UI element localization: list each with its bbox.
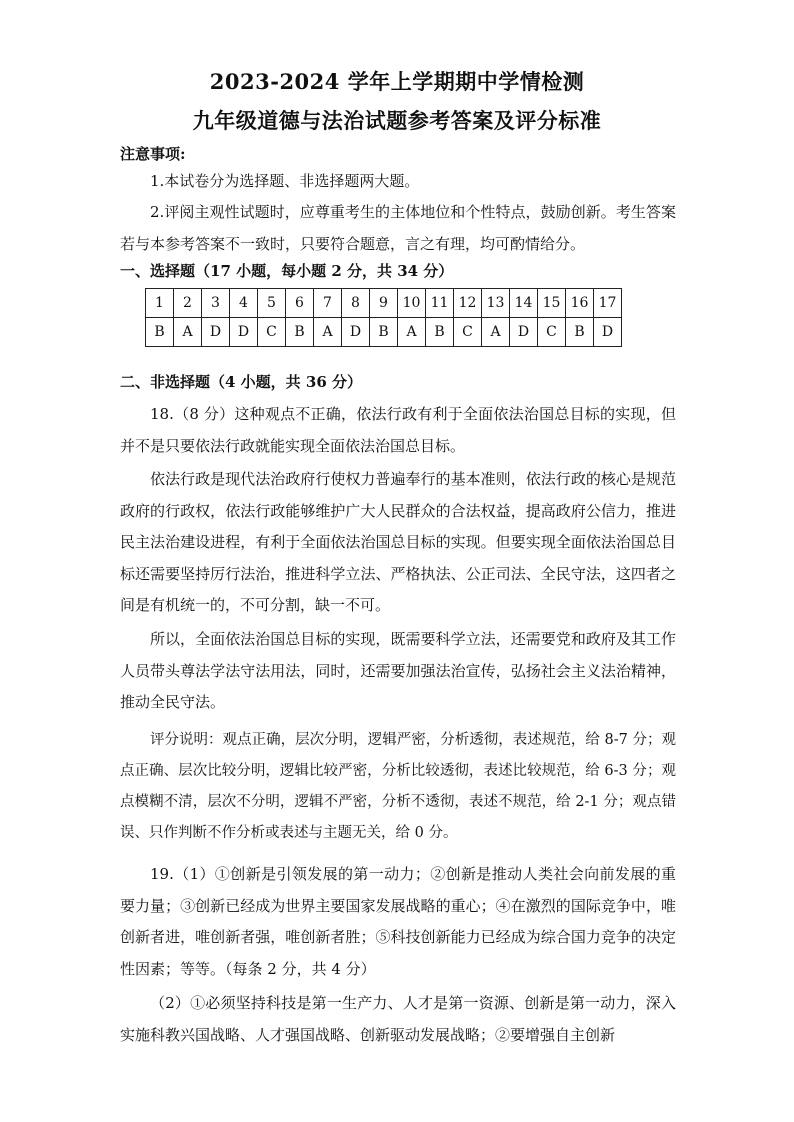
- q18-scoring-note: 评分说明：观点正确，层次分明，逻辑严密，分析透彻，表述规范，给 8-7 分；观点正确、层次比较分明，逻辑比较严密，分析比较透彻，表述比较规范，给 6-3 分；观点模糊不清，层次不分明，逻辑不严密，分析不透彻，表述不规范，给 2-1 分；观点错误、只作判断不作分析或表述与主题无关，给 0 分。: [120, 732, 676, 841]
- answer-cell: A: [398, 318, 426, 347]
- answer-cell: A: [174, 318, 202, 347]
- question-number-cell: 6: [286, 289, 314, 318]
- question-number-cell: 2: [174, 289, 202, 318]
- answer-cell: B: [426, 318, 454, 347]
- answer-cell: D: [594, 318, 622, 347]
- question-number-cell: 13: [482, 289, 510, 318]
- answer-cell: D: [510, 318, 538, 347]
- question-number-cell: 9: [370, 289, 398, 318]
- section1-heading: 一、选择题（17 小题，每小题 2 分，共 34 分）: [120, 262, 454, 280]
- question-number-cell: 4: [230, 289, 258, 318]
- question-number-cell: 1: [146, 289, 174, 318]
- section2-heading: 二、非选择题（4 小题，共 36 分）: [120, 373, 362, 391]
- question-number-cell: 11: [426, 289, 454, 318]
- answer-cell: C: [454, 318, 482, 347]
- notes-item-2: 2.评阅主观性试题时，应尊重考生的主体地位和个性特点，鼓励创新。考生答案若与本参考答案不一致时，只要符合题意，言之有理，均可酌情给分。: [120, 203, 676, 253]
- notes-heading: 注意事项:: [120, 145, 186, 163]
- q19-part1-answer: 19.（1）①创新是引领发展的第一动力；②创新是推动人类社会向前发展的重要力量；③创新已经成为世界主要国家发展战略的重心；④在激烈的国际竞争中，唯创新者进，唯创新者强，唯创新者胜；⑤科技创新能力已经成为综合国力竞争的决定性因素；等等。（每条 2 分，共 4 分）: [120, 865, 676, 978]
- notes-item-1: 1.本试卷分为选择题、非选择题两大题。: [150, 172, 420, 190]
- question-number-cell: 14: [510, 289, 538, 318]
- q18-answer-paragraph-1: 18.（8 分）这种观点不正确，依法行政有利于全面依法治国总目标的实现，但并不是只要依法行政就能实现全面依法治国总目标。: [120, 405, 676, 455]
- answer-table-number-row: [146, 289, 622, 318]
- question-number-cell: 10: [398, 289, 426, 318]
- question-number-cell: 12: [454, 289, 482, 318]
- answer-cell: A: [314, 318, 342, 347]
- answer-cell: A: [482, 318, 510, 347]
- q19-part2-answer: （2）①必须坚持科技是第一生产力、人才是第一资源、创新是第一动力，深入实施科教兴国战略、人才强国战略、创新驱动发展战略；②要增强自主创新: [120, 994, 676, 1044]
- question-number-cell: 7: [314, 289, 342, 318]
- question-number-cell: 8: [342, 289, 370, 318]
- answer-cell: B: [146, 318, 174, 347]
- q18-answer-paragraph-2: 依法行政是现代法治政府行使权力普遍奉行的基本准则，依法行政的核心是规范政府的行政权，依法行政能够维护广大人民群众的合法权益，提高政府公信力，推进民主法治建设进程，有利于全面依法治国总目标的实现。但要实现全面依法治国总目标还需要坚持厉行法治，推进科学立法、严格执法、公正司法、全民守法，这四者之间是有机统一的，不可分割，缺一不可。: [120, 470, 676, 614]
- answer-cell: B: [286, 318, 314, 347]
- answer-table: [145, 288, 622, 347]
- answer-cell: C: [538, 318, 566, 347]
- document-title-line1: 2023-2024 学年上学期期中学情检测: [209, 69, 585, 94]
- question-number-cell: 17: [594, 289, 622, 318]
- question-number-cell: 15: [538, 289, 566, 318]
- answer-cell: C: [258, 318, 286, 347]
- document-title-line2: 九年级道德与法治试题参考答案及评分标准: [192, 108, 602, 133]
- answer-table-answer-row: [146, 318, 622, 347]
- answer-cell: D: [202, 318, 230, 347]
- answer-cell: D: [230, 318, 258, 347]
- question-number-cell: 5: [258, 289, 286, 318]
- q18-answer-paragraph-3: 所以，全面依法治国总目标的实现，既需要科学立法，还需要党和政府及其工作人员带头尊法学法守法用法，同时，还需要加强法治宣传，弘扬社会主义法治精神，推动全民守法。: [120, 630, 676, 711]
- question-number-cell: 16: [566, 289, 594, 318]
- question-number-cell: 3: [202, 289, 230, 318]
- answer-cell: D: [342, 318, 370, 347]
- answer-cell: B: [566, 318, 594, 347]
- answer-cell: B: [370, 318, 398, 347]
